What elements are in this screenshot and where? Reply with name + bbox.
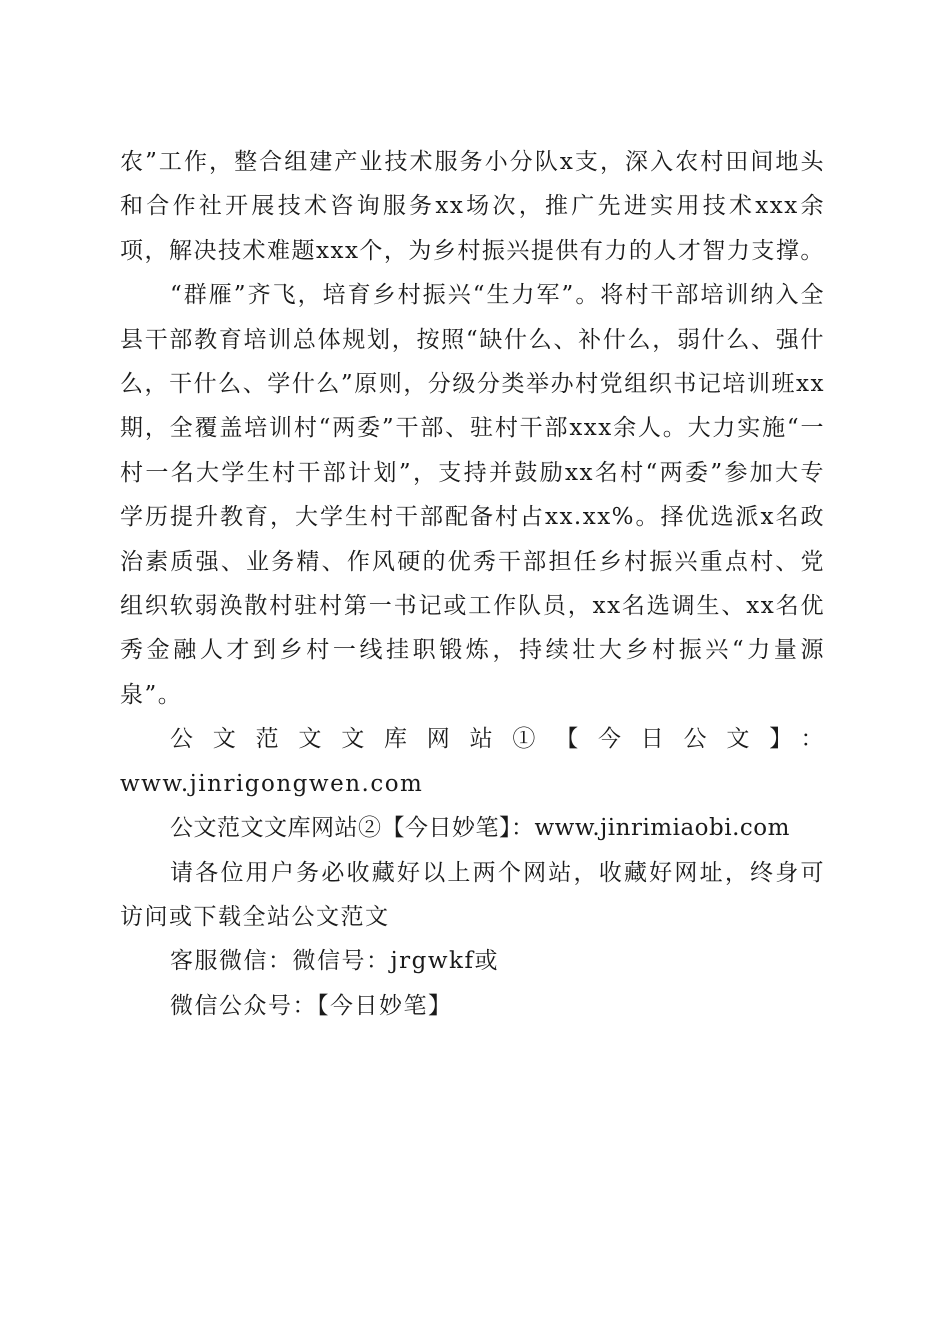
footer-official-account: 微信公众号：【今日妙笔】 — [170, 992, 453, 1019]
footer-wechat: 客服微信：微信号：jrgwkf或 — [170, 948, 499, 975]
footer-notice: 请各位用户务必收藏好以上两个网站，收藏好网址，终身可访问或下载全站公文范文 — [120, 859, 825, 930]
footer-site-2: 公文范文文库网站②【今日妙笔】：www.jinrimiaobi.com — [170, 815, 790, 842]
body-paragraph-1: 农”工作，整合组建产业技术服务小分队x支，深入农村田间地头和合作社开展技术咨询服务xx场次，推广先进实用技术xxx余项，解决技术难题xxx个，为乡村振兴提供有力的人才智力支撑。 — [120, 149, 825, 264]
footer-site-1: 公文范文文库网站①【今日公文】：www.jinrigongwen.com — [120, 726, 825, 797]
document-page — [120, 140, 825, 1028]
body-paragraph-2: “群雁”齐飞，培育乡村振兴“生力军”。将村干部培训纳入全县干部教育培训总体规划，按照“缺什么、补什么，弱什么、强什么，干什么、学什么”原则，分级分类举办村党组织书记培训班xx期，全覆盖培训村“两委”干部、驻村干部xxx余人。大力实施“一村一名大学生村干部计划”，支持并鼓励xx名村“两委”参加大专学历提升教育，大学生村干部配备村占xx.xx%。择优选派x名政治素质强、业务精、作风硬的优秀干部担任乡村振兴重点村、党组织软弱涣散村驻村第一书记或工作队员，xx名选调生、xx名优秀金融人才到乡村一线挂职锻炼，持续壮大乡村振兴“力量源泉”。 — [120, 282, 825, 708]
